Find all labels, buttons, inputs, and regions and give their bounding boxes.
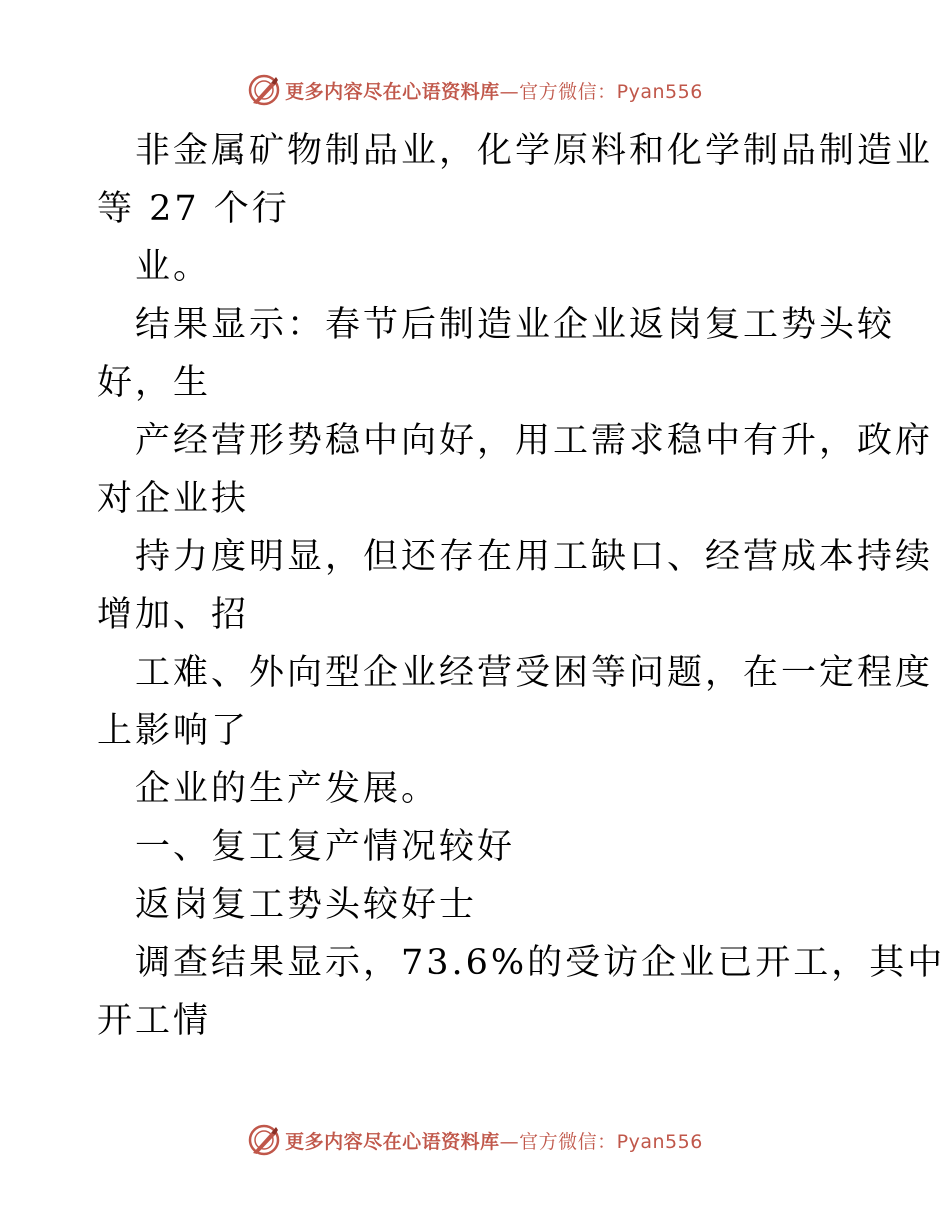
pen-logo-icon <box>247 1123 281 1157</box>
text-line: 上影响了 <box>97 711 250 751</box>
header-watermark <box>0 70 950 110</box>
text-line: 工难、外向型企业经营受困等问题，在一定程度 <box>135 653 934 693</box>
text-line: 增加、招 <box>97 595 250 635</box>
section-heading: 一、复工复产情况较好 <box>135 827 516 867</box>
watermark-text: 更多内容尽在心语资料库—官方微信：Pyan556 <box>285 1130 703 1153</box>
footer-watermark <box>0 1120 950 1160</box>
text-line: 调查结果显示，73.6%的受访企业已开工，其中 <box>135 943 946 983</box>
text-line: 产经营形势稳中向好，用工需求稳中有升，政府 <box>135 421 934 461</box>
watermark-text: 更多内容尽在心语资料库—官方微信：Pyan556 <box>285 80 703 103</box>
text-line: 结果显示：春节后制造业企业返岗复工势头较 <box>135 305 896 345</box>
text-line: 企业的生产发展。 <box>135 769 440 809</box>
subsection-heading: 返岗复工势头较好士 <box>135 885 478 925</box>
document-body <box>97 122 946 1050</box>
text-line: 业。 <box>135 247 212 287</box>
pen-logo-icon <box>247 73 281 107</box>
text-line: 对企业扶 <box>97 479 250 519</box>
text-line: 好，生 <box>97 363 212 403</box>
text-line: 持力度明显，但还存在用工缺口、经营成本持续 <box>135 537 934 577</box>
text-line: 非金属矿物制品业，化学原料和化学制品制造业 <box>135 131 934 171</box>
text-line: 开工情 <box>97 1001 212 1041</box>
text-line: 等 27 个行 <box>97 189 290 229</box>
